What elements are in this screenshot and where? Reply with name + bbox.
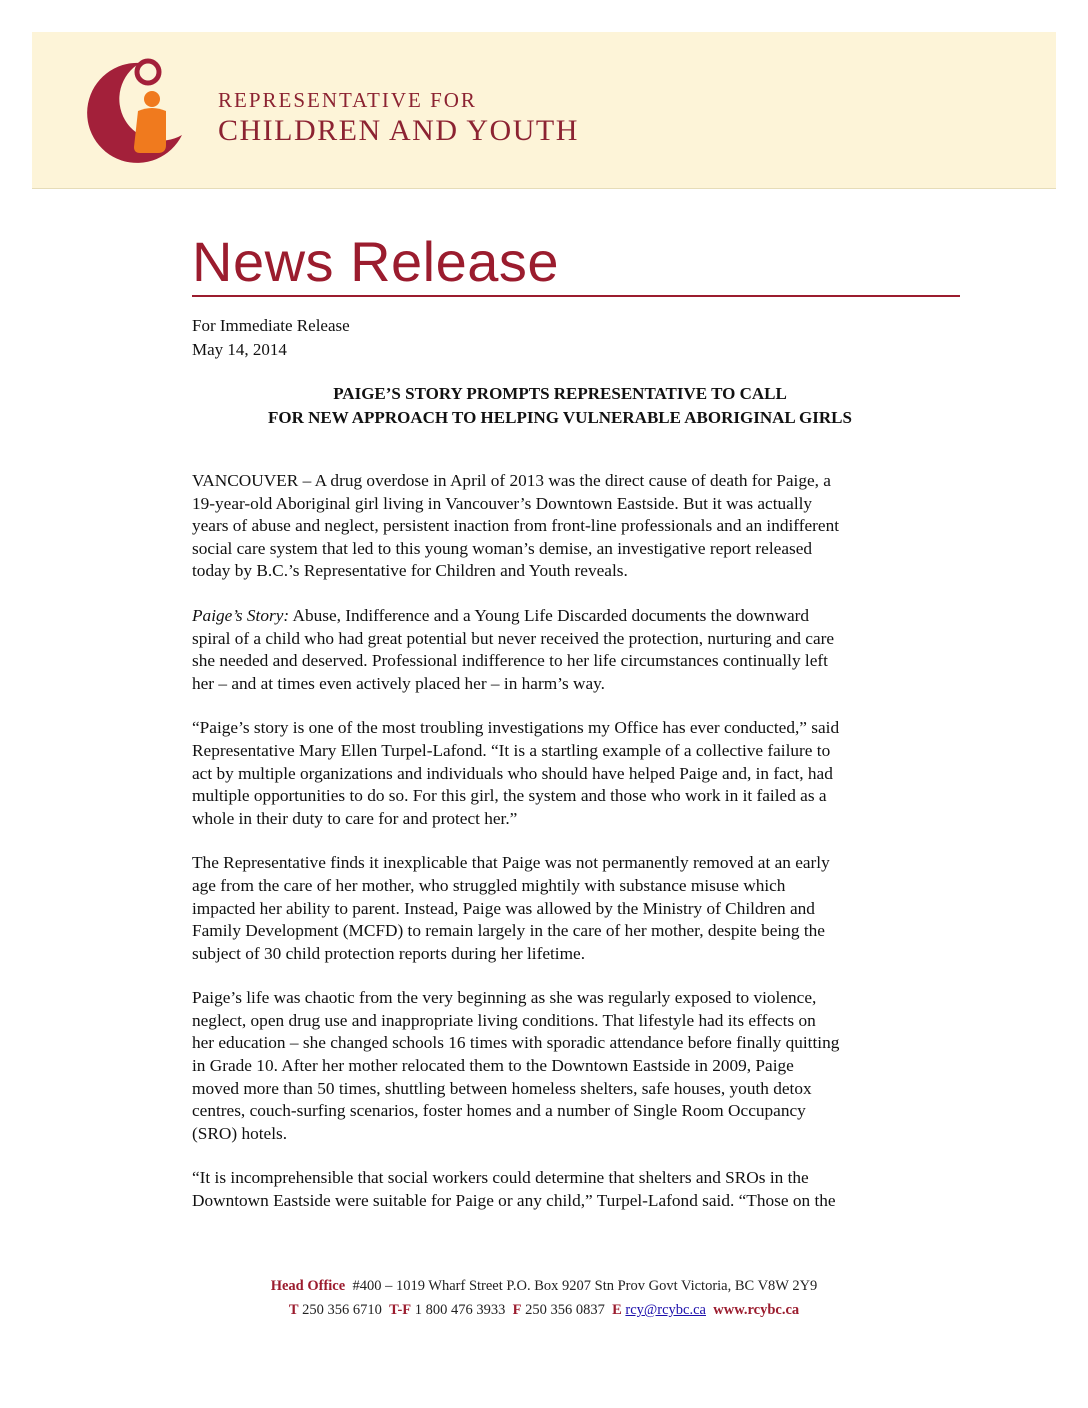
text-line: “Paige’s story is one of the most troubling investigations my Office has ever conducted,” said: [192, 718, 840, 738]
text-line: her education – she changed schools 16 times with sporadic attendance before finally quitting: [192, 1033, 840, 1053]
text-line: (SRO) hotels.: [192, 1123, 288, 1143]
footer-address-row: [0, 1274, 1088, 1298]
text-line: neglect, open drug use and inappropriate living conditions. That lifestyle had its effects on: [192, 1010, 816, 1030]
text-line: age from the care of her mother, who struggled mightily with substance misuse which: [192, 875, 786, 895]
org-name-line2: CHILDREN AND YOUTH: [218, 114, 579, 147]
footer-contact: [0, 1274, 1088, 1322]
tollfree-label: T-F: [389, 1302, 412, 1318]
rcy-logo-icon: [82, 57, 192, 167]
tollfree-value: 1 800 476 3933: [414, 1302, 506, 1318]
fax-value: 250 356 0837: [525, 1302, 605, 1318]
text-line: subject of 30 child protection reports during her lifetime.: [192, 943, 586, 963]
release-info: [192, 314, 350, 362]
headline-line1: PAIGE’S STORY PROMPTS REPRESENTATIVE TO CALL: [333, 384, 787, 403]
report-title: Paige’s Story:: [192, 605, 290, 625]
text-line: “It is incomprehensible that social workers could determine that shelters and SROs in the: [192, 1168, 809, 1188]
org-name-line1: REPRESENTATIVE FOR: [218, 88, 477, 112]
text-line: spiral of a child who had great potential but never received the protection, nurturing and care: [192, 628, 835, 648]
phone-value: 250 356 6710: [302, 1302, 382, 1318]
text-line: impacted her ability to parent. Instead, Paige was allowed by the Ministry of Children and: [192, 898, 815, 918]
website-link[interactable]: www.rcybc.ca: [713, 1302, 800, 1318]
head-office-address: #400 – 1019 Wharf Street P.O. Box 9207 Stn Prov Govt Victoria, BC V8W 2Y9: [352, 1278, 818, 1294]
text-line: her – and at times even actively placed her – in harm’s way.: [192, 673, 605, 693]
text-line: moved more than 50 times, shuttling between homeless shelters, safe houses, youth detox: [192, 1078, 812, 1098]
text-line: VANCOUVER – A drug overdose in April of 2013 was the direct cause of death for Paige, a: [192, 471, 831, 490]
text-line: Downtown Eastside were suitable for Paige or any child,” Turpel-Lafond said. “Those on the: [192, 1191, 836, 1211]
header-banner: [32, 32, 1056, 189]
text-line-with-title: [192, 605, 944, 628]
text-line: Family Development (MCFD) to remain largely in the care of her mother, despite being the: [192, 921, 825, 941]
headline-line2: FOR NEW APPROACH TO HELPING VULNERABLE ABORIGINAL GIRLS: [268, 408, 852, 427]
email-label: E: [612, 1302, 622, 1318]
text-segment: Abuse, Indifference and a Young Life Discarded documents the downward: [289, 605, 810, 625]
fax-label: F: [512, 1302, 522, 1318]
paragraph: [192, 605, 944, 695]
title-divider: [192, 295, 960, 297]
text-line: years of abuse and neglect, persistent inaction from front-line professionals and an indifferent: [192, 516, 840, 536]
page-title: News Release: [192, 230, 560, 293]
text-line: 19-year-old Aboriginal girl living in Vancouver’s Downtown Eastside. But it was actually: [192, 493, 813, 513]
text-line: she needed and deserved. Professional indifference to her life circumstances continually left: [192, 651, 828, 671]
text-line: act by multiple organizations and individuals who should have helped Paige and, in fact, had: [192, 763, 833, 783]
text-line: centres, couch-surfing scenarios, foster homes and a number of Single Room Occupancy: [192, 1101, 806, 1121]
article-body: [192, 470, 944, 1235]
release-date: May 14, 2014: [192, 340, 287, 359]
text-line: multiple opportunities to do so. For this girl, the system and those who work in it failed as a: [192, 786, 827, 806]
headline: [192, 382, 928, 430]
paragraph: [192, 470, 944, 583]
paragraph: [192, 1167, 944, 1212]
footer-contact-row: [0, 1298, 1088, 1322]
text-line: whole in their duty to care for and protect her.”: [192, 808, 518, 828]
text-line: Representative Mary Ellen Turpel-Lafond. “It is a startling example of a collective failure to: [192, 740, 831, 760]
text-line: The Representative finds it inexplicable that Paige was not permanently removed at an early: [192, 853, 830, 873]
phone-label: T: [288, 1302, 299, 1318]
paragraph: [192, 717, 944, 830]
head-office-label: Head Office: [270, 1278, 346, 1294]
text-line: today by B.C.’s Representative for Children and Youth reveals.: [192, 561, 628, 581]
email-link[interactable]: rcy@rcybc.ca: [625, 1302, 706, 1318]
text-line: social care system that led to this young woman’s demise, an investigative report released: [192, 538, 813, 558]
paragraph: [192, 852, 944, 965]
text-line: Paige’s life was chaotic from the very beginning as she was regularly exposed to violence,: [192, 988, 817, 1008]
paragraph: [192, 987, 944, 1145]
text-line: in Grade 10. After her mother relocated them to the Downtown Eastside in 2009, Paige: [192, 1056, 794, 1076]
release-label: For Immediate Release: [192, 316, 350, 335]
